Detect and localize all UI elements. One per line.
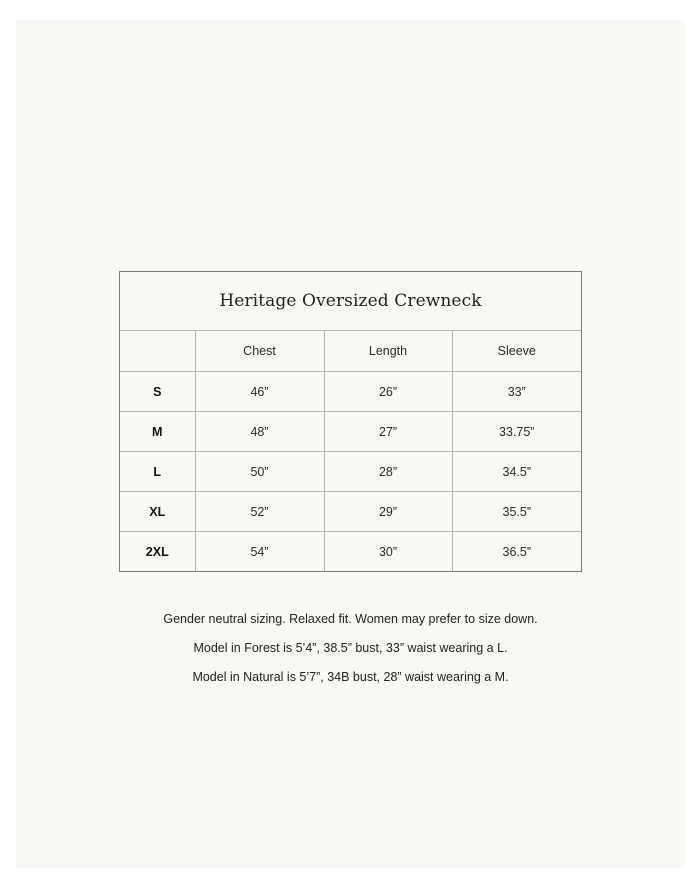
table-row [120, 452, 581, 492]
length-value: 30” [324, 532, 452, 572]
sleeve-value: 34.5” [452, 452, 581, 492]
size-chart [119, 271, 582, 572]
size-label: XL [120, 492, 195, 532]
header-sleeve: Sleeve [452, 331, 581, 372]
sleeve-value: 36.5” [502, 544, 531, 559]
chest-value: 46” [195, 372, 324, 412]
length-value: 26” [324, 372, 452, 412]
sleeve-value: 35.5” [452, 492, 581, 532]
sleeve-value: 33” [452, 372, 581, 412]
length-value: 28” [324, 452, 452, 492]
size-label: S [120, 372, 195, 412]
header-corner [120, 331, 195, 372]
chart-title: Heritage Oversized Crewneck [120, 272, 581, 331]
size-table [120, 331, 581, 571]
model-note-forest: Model in Forest is 5’4”, 38.5” bust, 33” waist wearing a L. [193, 641, 508, 655]
model-note-natural: Model in Natural is 5’7”, 34B bust, 28” waist wearing a M. [192, 670, 509, 684]
length-value: 27” [324, 412, 452, 452]
table-row [120, 532, 581, 572]
table-row [120, 412, 581, 452]
size-label: L [120, 452, 195, 492]
table-row [120, 372, 581, 412]
chest-value: 48” [195, 412, 324, 452]
size-label: 2XL [120, 532, 195, 572]
size-guide-page [16, 20, 685, 868]
length-value: 29” [324, 492, 452, 532]
header-row [120, 331, 581, 372]
table-row [120, 492, 581, 532]
chest-value: 54” [195, 532, 324, 572]
chest-value: 50” [195, 452, 324, 492]
header-length: Length [324, 331, 452, 372]
fit-notes [16, 610, 685, 697]
fit-note: Gender neutral sizing. Relaxed fit. Women may prefer to size down. [163, 612, 538, 626]
size-label: M [120, 412, 195, 452]
header-chest: Chest [195, 331, 324, 372]
sleeve-value: 33.75” [452, 412, 581, 452]
chest-value: 52” [195, 492, 324, 532]
